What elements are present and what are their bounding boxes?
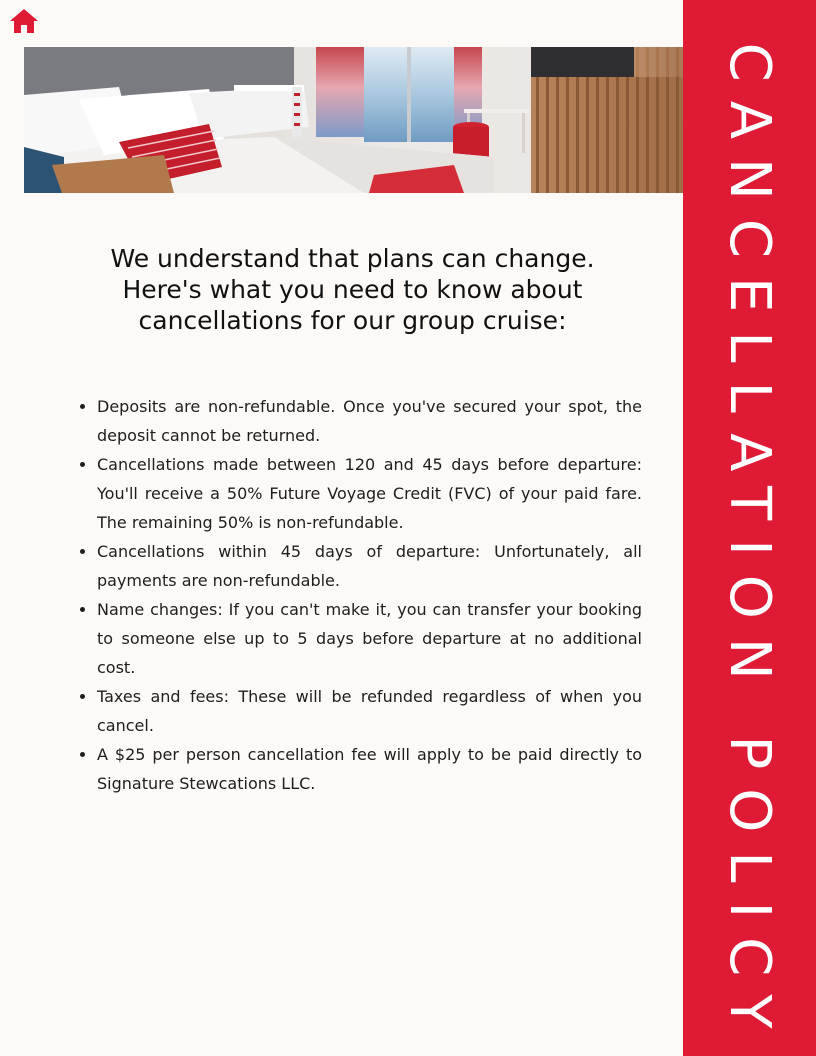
policy-list — [97, 392, 642, 798]
heading-line-1: We understand that plans can change. — [110, 244, 595, 273]
sidebar-title: CANCELLATION POLICY — [717, 42, 782, 1048]
policy-item-within-45-days: Cancellations within 45 days of departure: Unfortunately, all payments are non-refundable. — [97, 537, 642, 595]
policy-item-cancellation-fee: A $25 per person cancellation fee will apply to be paid directly to Signature Stewcations LLC. — [97, 740, 642, 798]
policy-item-deposits: Deposits are non-refundable. Once you've secured your spot, the deposit cannot be returned. — [97, 392, 642, 450]
heading-line-3: cancellations for our group cruise: — [138, 306, 567, 335]
policy-item-120-45-days: Cancellations made between 120 and 45 days before departure: You'll receive a 50% Future Voyage Credit (FVC) of your paid fare. The remaining 50% is non-refundable. — [97, 450, 642, 537]
hero-cabin-image — [24, 47, 683, 193]
home-icon-svg — [9, 8, 39, 34]
policy-item-name-changes: Name changes: If you can't make it, you can transfer your booking to someone else up to 5 days before departure at no additional cost. — [97, 595, 642, 682]
heading-line-2: Here's what you need to know about — [122, 275, 583, 304]
sidebar-banner — [683, 0, 816, 1056]
home-icon[interactable] — [9, 8, 39, 34]
policy-item-taxes-fees: Taxes and fees: These will be refunded regardless of when you cancel. — [97, 682, 642, 740]
intro-heading — [60, 243, 645, 336]
